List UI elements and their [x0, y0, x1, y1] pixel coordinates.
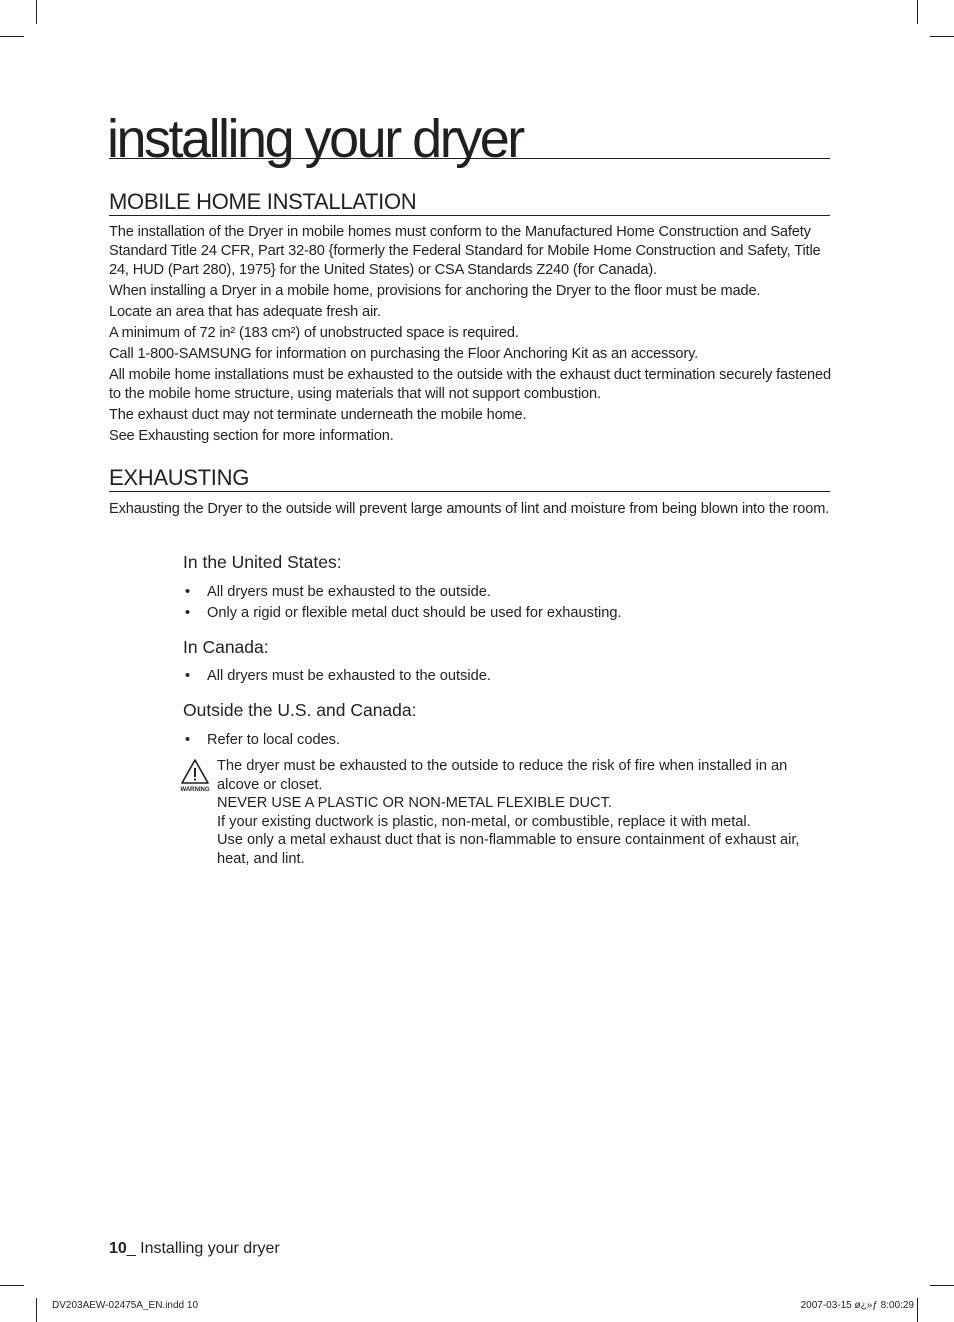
mobile-home-body	[109, 223, 831, 448]
list-item-text: Only a rigid or flexible metal duct should be used for exhausting.	[207, 605, 622, 621]
warning-text	[217, 757, 829, 868]
mobile-home-paragraph: See Exhausting section for more information.	[109, 428, 394, 444]
canada-bullet-list	[183, 666, 491, 687]
mobile-home-paragraph: When installing a Dryer in a mobile home, provisions for anchoring the Dryer to the floor must be made.	[109, 283, 761, 299]
page-footer	[109, 1240, 280, 1258]
mobile-home-paragraph: The installation of the Dryer in mobile homes must conform to the Manufactured Home Construction and Safety Standard Title 24 CFR, Part 32-80 {formerly the Federal Standard for Mobile Home Construction and Safety, Title 24, HUD (Part 280), 1975} for the United States) or CSA Standards Z240 (for Canada).	[109, 224, 821, 278]
exhausting-heading: EXHAUSTING	[109, 466, 830, 492]
list-item-text: All dryers must be exhausted to the outside.	[207, 584, 491, 600]
us-bullet-list	[183, 582, 622, 624]
page-number: 10	[109, 1240, 127, 1257]
crop-mark	[917, 1298, 918, 1322]
exhausting-intro: Exhausting the Dryer to the outside will prevent large amounts of lint and moisture from being blown into the room.	[109, 501, 830, 517]
bullet-icon: •	[185, 605, 191, 621]
list-item-text: All dryers must be exhausted to the outside.	[207, 668, 491, 684]
us-subheading: In the United States:	[183, 552, 342, 572]
bullet-icon: •	[185, 732, 191, 748]
page-title-text: installing your dryer	[107, 109, 523, 169]
warning-icon	[177, 758, 213, 794]
slug-filename: DV203AEW-02475A_EN.indd 10	[52, 1300, 199, 1311]
mobile-home-paragraph: All mobile home installations must be exhausted to the outside with the exhaust duct termination securely fastened to the mobile home structure, using materials that will not support combustion.	[109, 367, 831, 402]
list-item	[183, 666, 491, 687]
page-title	[107, 104, 830, 169]
outside-bullet-list	[183, 730, 340, 751]
list-item	[183, 603, 622, 624]
canada-subheading: In Canada:	[183, 637, 269, 657]
bullet-icon: •	[185, 584, 191, 600]
crop-mark	[0, 1285, 24, 1286]
crop-mark	[917, 0, 918, 24]
crop-mark	[36, 1298, 37, 1322]
warning-line: If your existing ductwork is plastic, non-metal, or combustible, replace it with metal.	[217, 813, 751, 830]
bullet-icon: •	[185, 668, 191, 684]
list-item	[183, 582, 622, 603]
slug-timestamp: 2007-03-15 ø¿»ƒ 8:00:29	[800, 1300, 914, 1311]
list-item-text: Refer to local codes.	[207, 732, 341, 748]
crop-mark	[930, 36, 954, 37]
warning-label: WARNING	[180, 787, 210, 793]
mobile-home-paragraph: Call 1-800-SAMSUNG for information on purchasing the Floor Anchoring Kit as an accessory.	[109, 346, 699, 362]
warning-line: Use only a metal exhaust duct that is non-flammable to ensure containment of exhaust air, heat, and lint.	[217, 832, 800, 867]
warning-line: NEVER USE A PLASTIC OR NON-METAL FLEXIBLE DUCT.	[217, 795, 612, 811]
mobile-home-paragraph: The exhaust duct may not terminate underneath the mobile home.	[109, 407, 527, 423]
crop-mark	[36, 0, 37, 24]
crop-mark	[930, 1285, 954, 1286]
crop-mark	[0, 36, 24, 37]
footer-section-label: _ Installing your dryer	[126, 1240, 280, 1257]
mobile-home-heading: MOBILE HOME INSTALLATION	[109, 190, 830, 216]
warning-line: The dryer must be exhausted to the outside to reduce the risk of fire when installed in an alcove or closet.	[217, 758, 788, 793]
list-item	[183, 730, 340, 751]
outside-subheading: Outside the U.S. and Canada:	[183, 700, 417, 720]
mobile-home-paragraph: A minimum of 72 in² (183 cm²) of unobstructed space is required.	[109, 325, 519, 341]
mobile-home-paragraph: Locate an area that has adequate fresh air.	[109, 304, 381, 320]
